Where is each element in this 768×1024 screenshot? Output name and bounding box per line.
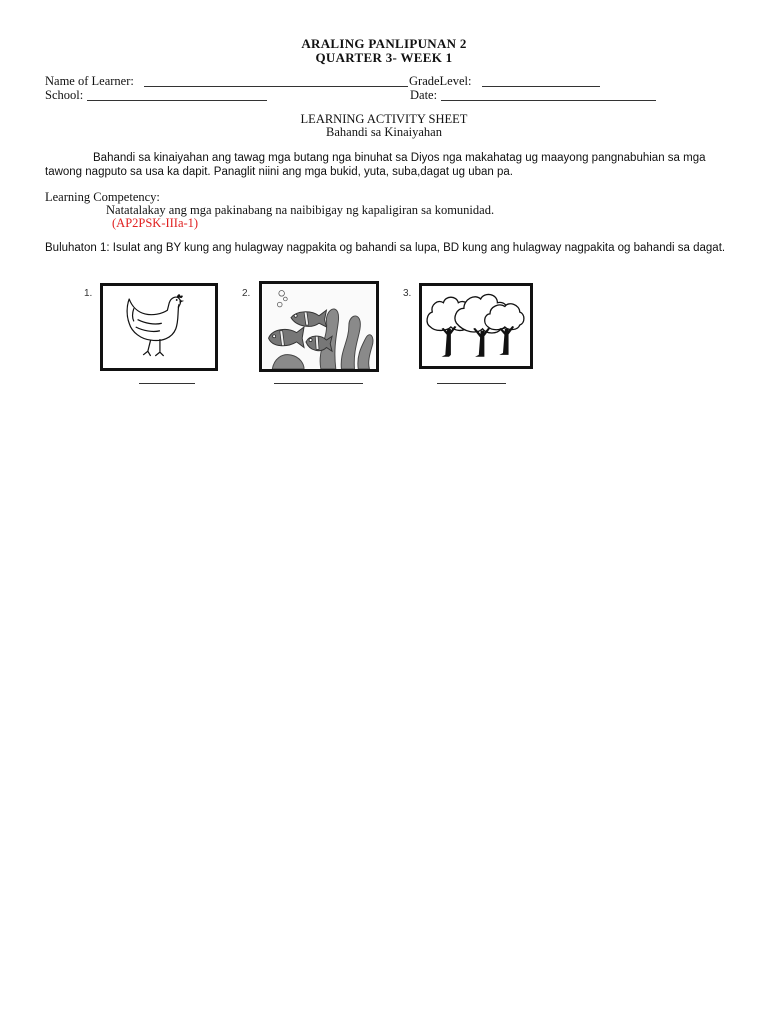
date-label: Date: [410, 88, 438, 102]
answer-line-2[interactable] [274, 383, 363, 384]
sheet-title: LEARNING ACTIVITY SHEET [300, 112, 468, 126]
fish-coral-image [259, 281, 379, 372]
item-number: 1. [84, 288, 93, 299]
competency-text: Natatalakay ang mga pakinabang na naibibigay ng kapaligiran sa komunidad. [106, 203, 495, 217]
chicken-icon [103, 286, 215, 368]
answer-line-3[interactable] [437, 383, 506, 384]
activity-instruction: Buluhaton 1: Isulat ang BY kung ang hulagway nagpakita og bahandi sa lupa, BD kung ang hulagway nagpakita og bahandi sa dagat. [45, 242, 726, 254]
page-subtitle: QUARTER 3- WEEK 1 [315, 50, 453, 65]
sheet-subtitle: Bahandi sa Kinaiyahan [326, 125, 442, 139]
trees-icon [422, 286, 530, 366]
chicken-image [100, 283, 218, 371]
answer-line-1[interactable] [139, 383, 195, 384]
fish-coral-icon [262, 284, 376, 369]
intro-paragraph: Bahandi sa kinaiyahan ang tawag mga butang nga binuhat sa Diyos nga makahatag ug maayong pangnabuhian sa mga tawong nagputo sa usa ka dapit. Panaglit niini ang mga bukid, yuta, suba,dagat ug uban pa. [45, 152, 706, 178]
learner-name-label: Name of Learner: [45, 74, 134, 88]
item-number: 2. [242, 288, 251, 299]
grade-level-field[interactable] [482, 86, 600, 87]
competency-label: Learning Competency: [45, 190, 160, 204]
competency-code: (AP2PSK-IIIa-1) [112, 216, 199, 230]
school-label: School: [45, 88, 84, 102]
school-field[interactable] [87, 100, 267, 101]
page-title: ARALING PANLIPUNAN 2 [301, 36, 467, 51]
item-number: 3. [403, 288, 412, 299]
grade-level-label: GradeLevel: [409, 74, 472, 88]
learner-name-field[interactable] [144, 86, 408, 87]
trees-image [419, 283, 533, 369]
date-field[interactable] [441, 100, 656, 101]
